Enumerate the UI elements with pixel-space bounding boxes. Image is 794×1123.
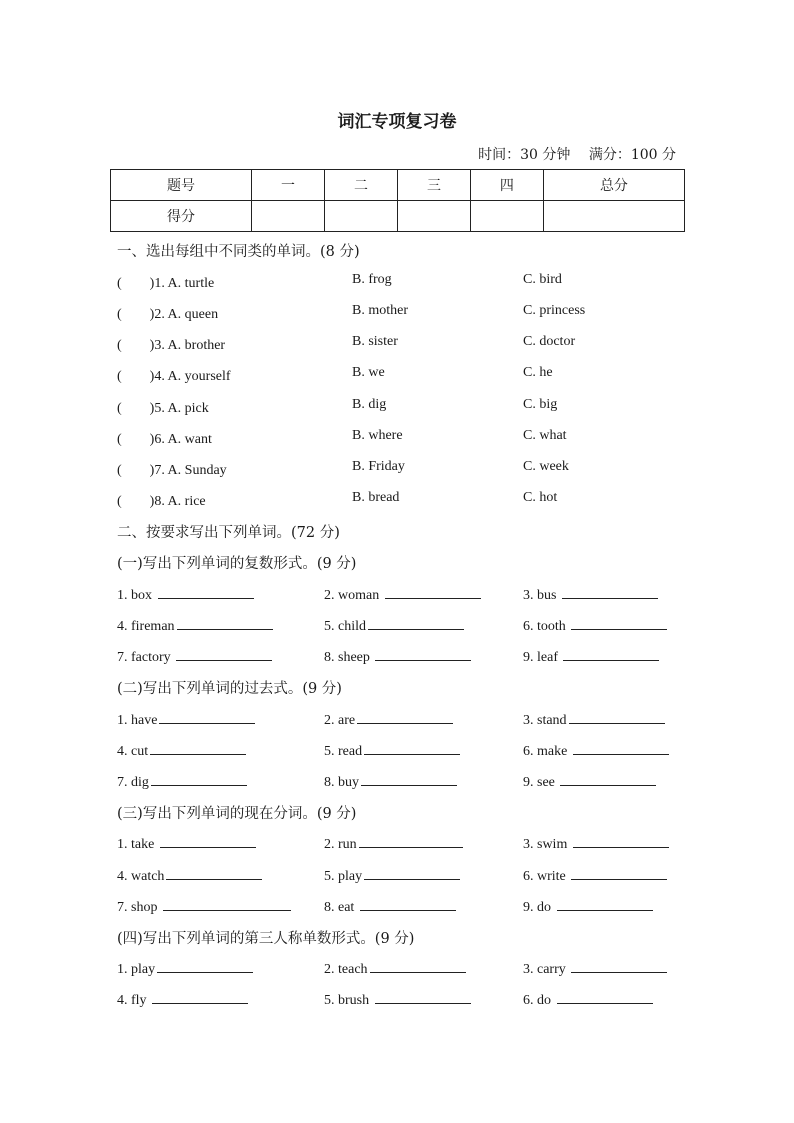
answer-blank[interactable] (357, 709, 453, 724)
fill-row (117, 989, 717, 1009)
score-header-cell: 题号 (111, 170, 252, 201)
fill-item (117, 771, 247, 791)
choice-row (117, 397, 717, 417)
fill-row (117, 833, 717, 853)
part-4-heading: (四)写出下列单词的第三人称单数形式。(9 分) (117, 931, 415, 947)
choice-option-b: B. bread (352, 490, 400, 505)
answer-blank[interactable] (150, 740, 246, 755)
fill-item (324, 771, 457, 791)
answer-blank[interactable] (157, 958, 253, 973)
answer-blank[interactable] (562, 584, 658, 599)
choice-option-b: B. frog (352, 272, 392, 287)
answer-blank[interactable] (177, 615, 273, 630)
answer-blank[interactable] (375, 646, 471, 661)
fill-word: 2. run (324, 837, 357, 852)
fill-word: 2. woman (324, 588, 380, 603)
score-row-label: 得分 (111, 201, 252, 232)
fill-item (117, 646, 272, 666)
fill-item (523, 833, 669, 853)
fill-item (324, 989, 471, 1009)
fill-row (117, 896, 717, 916)
fill-word: 9. do (523, 900, 551, 915)
fill-item (523, 958, 667, 978)
score-header-cell: 二 (325, 170, 398, 201)
exam-meta (464, 144, 676, 164)
fill-row (117, 958, 717, 978)
score-cell[interactable] (543, 201, 684, 232)
choice-option-c: C. bird (523, 272, 562, 287)
fill-word: 7. shop (117, 900, 158, 915)
fill-word: 3. swim (523, 837, 568, 852)
answer-blank[interactable] (364, 865, 460, 880)
choice-option-c: C. what (523, 428, 567, 443)
answer-blank[interactable] (571, 615, 667, 630)
fill-word: 7. factory (117, 650, 171, 665)
answer-blank[interactable] (573, 833, 669, 848)
choice-row (117, 334, 717, 354)
answer-blank[interactable] (557, 989, 653, 1004)
fill-item (324, 958, 466, 978)
score-table-header-row (111, 170, 685, 201)
fill-word: 1. have (117, 713, 158, 728)
choice-question[interactable]: ( )8. A. rice (117, 494, 206, 509)
choice-row (117, 365, 717, 385)
fill-word: 4. watch (117, 869, 165, 884)
choice-option-b: B. where (352, 428, 403, 443)
fill-item (324, 646, 471, 666)
answer-blank[interactable] (359, 833, 463, 848)
answer-blank[interactable] (361, 771, 457, 786)
choice-option-c: C. doctor (523, 334, 576, 349)
fill-row (117, 615, 717, 635)
fill-item (324, 740, 460, 760)
fill-item (117, 958, 253, 978)
fill-row (117, 771, 717, 791)
choice-option-c: C. princess (523, 303, 586, 318)
score-header-cell: 四 (470, 170, 543, 201)
fill-item (117, 896, 291, 916)
answer-blank[interactable] (151, 771, 247, 786)
fill-item (523, 740, 669, 760)
fill-word: 8. buy (324, 775, 359, 790)
choice-option-b: B. Friday (352, 459, 405, 474)
fill-word: 2. are (324, 713, 356, 728)
fill-word: 3. stand (523, 713, 567, 728)
choice-question[interactable]: ( )7. A. Sunday (117, 463, 227, 478)
score-header-cell: 一 (252, 170, 325, 201)
answer-blank[interactable] (560, 771, 656, 786)
score-table (110, 169, 685, 232)
choice-question[interactable]: ( )3. A. brother (117, 338, 226, 353)
score-cell[interactable] (397, 201, 470, 232)
fill-item (523, 771, 656, 791)
answer-blank[interactable] (368, 615, 464, 630)
fill-row (117, 709, 717, 729)
part-1-heading: (一)写出下列单词的复数形式。(9 分) (117, 556, 357, 572)
choice-option-b: B. mother (352, 303, 408, 318)
answer-blank[interactable] (557, 896, 653, 911)
fill-word: 5. brush (324, 993, 370, 1008)
fill-row (117, 646, 717, 666)
answer-blank[interactable] (375, 989, 471, 1004)
answer-blank[interactable] (360, 896, 456, 911)
choice-option-b: B. dig (352, 397, 387, 412)
fill-word: 4. fly (117, 993, 147, 1008)
fill-word: 5. play (324, 869, 363, 884)
answer-blank[interactable] (370, 958, 466, 973)
answer-blank[interactable] (176, 646, 272, 661)
choice-option-c: C. hot (523, 490, 558, 505)
fill-item (324, 709, 453, 729)
fill-word: 6. tooth (523, 619, 566, 634)
answer-blank[interactable] (160, 833, 256, 848)
fill-item (523, 646, 659, 666)
fill-item (324, 865, 460, 885)
fill-item (117, 989, 248, 1009)
fill-item (117, 833, 256, 853)
choice-row (117, 428, 717, 448)
choice-question[interactable]: ( )2. A. queen (117, 307, 219, 322)
fill-item (117, 615, 273, 635)
fill-item (324, 615, 464, 635)
answer-blank[interactable] (571, 865, 667, 880)
choice-row (117, 272, 717, 292)
fill-word: 3. bus (523, 588, 557, 603)
choice-question[interactable]: ( )6. A. want (117, 432, 212, 447)
fill-word: 9. leaf (523, 650, 558, 665)
answer-blank[interactable] (158, 584, 254, 599)
fill-item (523, 865, 667, 885)
fill-item (324, 896, 456, 916)
fill-word: 1. take (117, 837, 155, 852)
choice-question[interactable]: ( )1. A. turtle (117, 276, 215, 291)
fill-word: 9. see (523, 775, 555, 790)
fill-word: 8. sheep (324, 650, 370, 665)
choice-row (117, 490, 717, 510)
score-header-cell: 总分 (543, 170, 684, 201)
choice-option-c: C. big (523, 397, 558, 412)
fill-word: 3. carry (523, 962, 566, 977)
fill-word: 8. eat (324, 900, 355, 915)
fill-word: 4. fireman (117, 619, 175, 634)
fill-item (324, 584, 481, 604)
fill-item (117, 740, 246, 760)
answer-blank[interactable] (152, 989, 248, 1004)
choice-question[interactable]: ( )4. A. yourself (117, 369, 231, 384)
fill-item (324, 833, 463, 853)
fill-item (523, 615, 667, 635)
part-2-heading: (二)写出下列单词的过去式。(9 分) (117, 681, 342, 697)
fill-word: 4. cut (117, 744, 149, 759)
fill-row (117, 740, 717, 760)
section-2-heading: 二、按要求写出下列单词。(72 分) (117, 525, 340, 541)
score-cell[interactable] (470, 201, 543, 232)
choice-option-c: C. he (523, 365, 553, 380)
choice-option-b: B. we (352, 365, 385, 380)
score-cell[interactable] (252, 201, 325, 232)
fill-word: 2. teach (324, 962, 368, 977)
answer-blank[interactable] (364, 740, 460, 755)
fill-word: 5. child (324, 619, 366, 634)
answer-blank[interactable] (163, 896, 291, 911)
fill-item (523, 584, 658, 604)
answer-blank[interactable] (159, 709, 255, 724)
fill-item (117, 709, 255, 729)
choice-option-c: C. week (523, 459, 569, 474)
fill-item (523, 896, 653, 916)
answer-blank[interactable] (385, 584, 481, 599)
fill-item (117, 865, 262, 885)
answer-blank[interactable] (571, 958, 667, 973)
answer-blank[interactable] (563, 646, 659, 661)
full-score: 满分：100 分 (588, 147, 676, 163)
choice-question[interactable]: ( )5. A. pick (117, 401, 209, 416)
choice-row (117, 459, 717, 479)
answer-blank[interactable] (573, 740, 669, 755)
score-cell[interactable] (325, 201, 398, 232)
fill-word: 6. write (523, 869, 566, 884)
fill-word: 6. make (523, 744, 568, 759)
answer-blank[interactable] (166, 865, 262, 880)
fill-word: 1. box (117, 588, 152, 603)
part-3-heading: (三)写出下列单词的现在分词。(9 分) (117, 806, 357, 822)
fill-item (117, 584, 254, 604)
fill-word: 6. do (523, 993, 551, 1008)
score-header-cell: 三 (397, 170, 470, 201)
choice-row (117, 303, 717, 323)
fill-item (523, 989, 653, 1009)
score-table-score-row (111, 201, 685, 232)
answer-blank[interactable] (569, 709, 665, 724)
section-1-heading: 一、选出每组中不同类的单词。(8 分) (117, 244, 360, 260)
fill-word: 5. read (324, 744, 363, 759)
fill-item (523, 709, 665, 729)
fill-row (117, 865, 717, 885)
fill-word: 7. dig (117, 775, 149, 790)
fill-row (117, 584, 717, 604)
page-title: 词汇专项复习卷 (337, 112, 457, 132)
time-limit: 时间：30 分钟 (478, 147, 571, 163)
choice-option-b: B. sister (352, 334, 398, 349)
fill-word: 1. play (117, 962, 156, 977)
